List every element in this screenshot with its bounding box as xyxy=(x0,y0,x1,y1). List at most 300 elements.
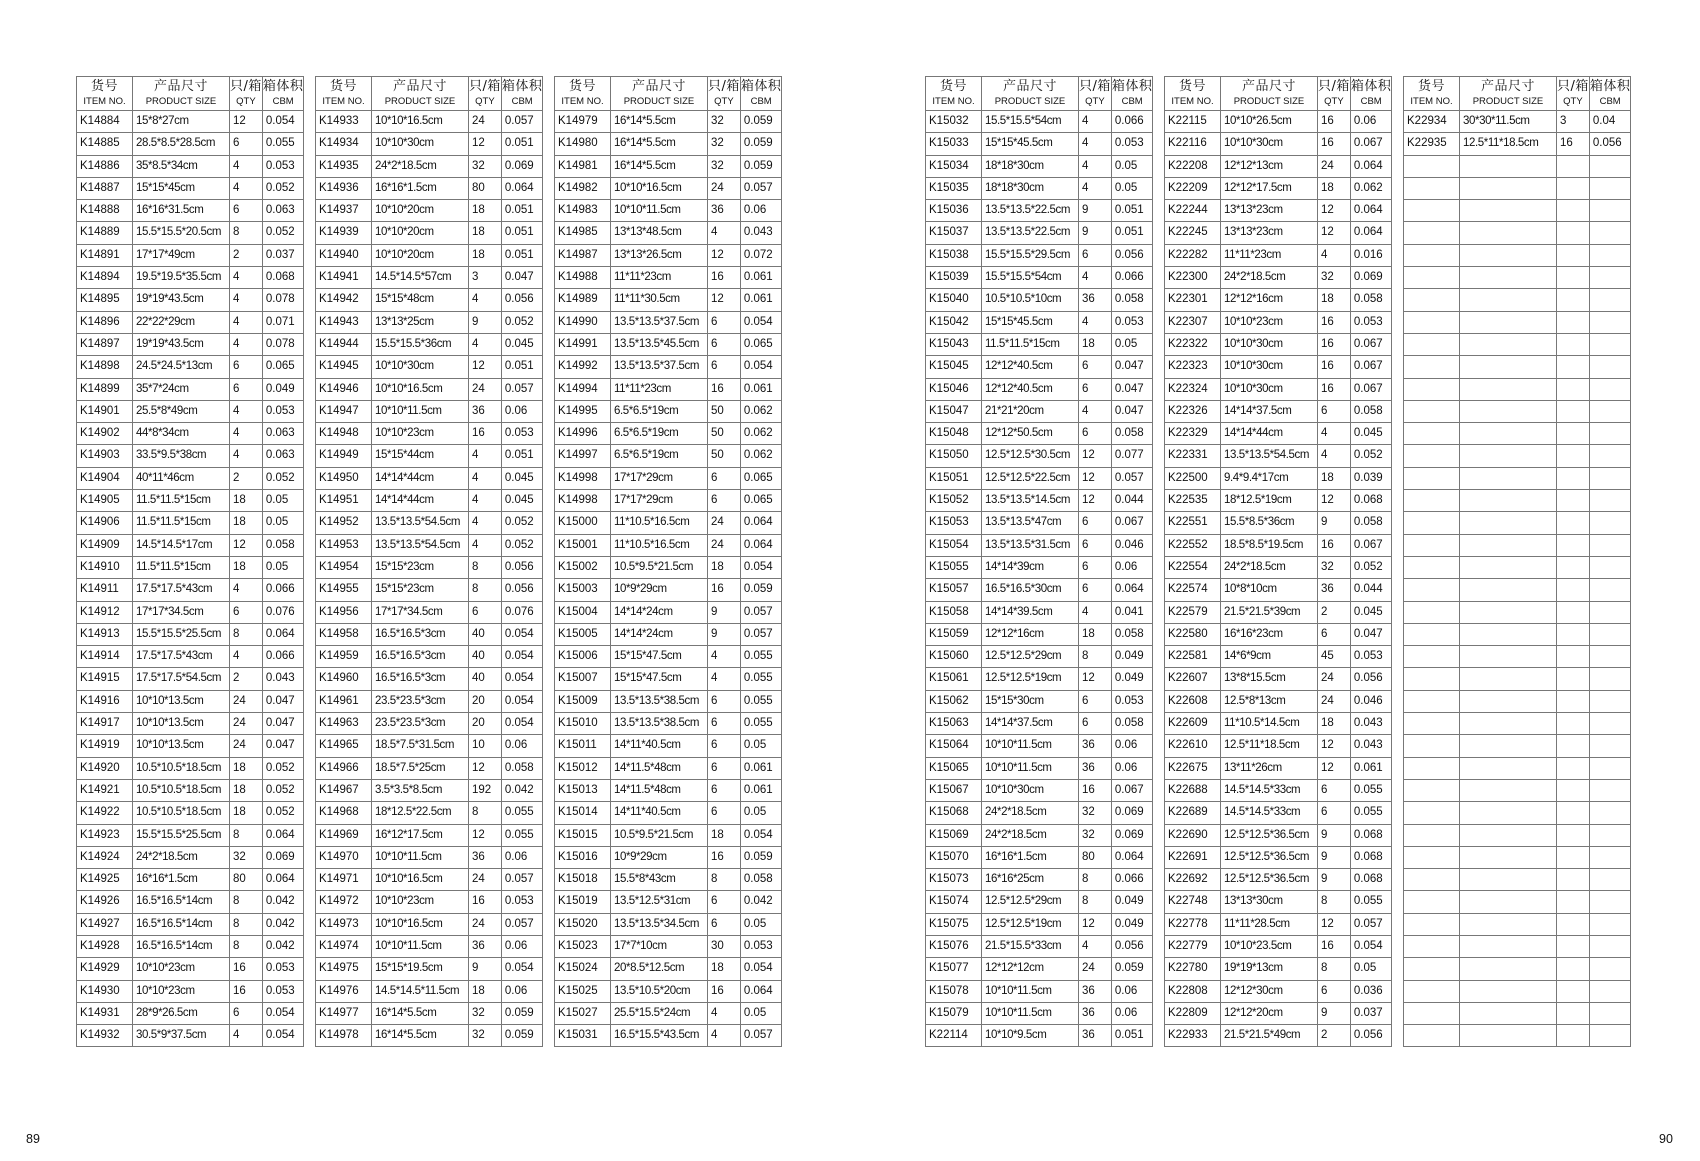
cbm-cell xyxy=(1589,935,1631,957)
table-row xyxy=(1165,713,1392,735)
cbm-cell: 0.056 xyxy=(501,556,543,578)
qty-cell: 6 xyxy=(708,802,741,824)
cbm-cell: 0.056 xyxy=(501,579,543,601)
product-size-cell: 21.5*15.5*33cm xyxy=(982,935,1079,957)
table-row xyxy=(77,646,304,668)
qty-cell: 9 xyxy=(1079,222,1112,244)
item-no-cell: K14947 xyxy=(316,400,372,422)
table-row xyxy=(555,869,782,891)
item-no-cell: K14972 xyxy=(316,891,372,913)
cbm-cell: 0.058 xyxy=(1111,423,1153,445)
item-no-cell: K15038 xyxy=(926,244,982,266)
product-size-cell xyxy=(1460,534,1557,556)
product-size-cell xyxy=(1460,177,1557,199)
empty-row xyxy=(1404,155,1631,177)
table-row xyxy=(77,400,304,422)
item-no-cell: K22688 xyxy=(1165,779,1221,801)
item-no-cell: K14970 xyxy=(316,846,372,868)
item-no-cell: K15025 xyxy=(555,980,611,1002)
table-row xyxy=(77,980,304,1002)
table-row xyxy=(926,690,1153,712)
cbm-cell: 0.052 xyxy=(1350,445,1392,467)
cbm-cell: 0.042 xyxy=(262,935,304,957)
item-no-cell: K22282 xyxy=(1165,244,1221,266)
cbm-cell: 0.047 xyxy=(262,713,304,735)
item-no-cell: K22691 xyxy=(1165,846,1221,868)
qty-cell: 24 xyxy=(1079,958,1112,980)
item-no-cell: K14894 xyxy=(77,267,133,289)
table-row xyxy=(316,579,543,601)
item-no-cell: K14971 xyxy=(316,869,372,891)
qty-cell: 4 xyxy=(469,467,502,489)
qty-cell: 4 xyxy=(230,1025,263,1047)
qty-cell: 12 xyxy=(708,244,741,266)
cbm-cell: 0.076 xyxy=(501,601,543,623)
cbm-cell: 0.06 xyxy=(501,735,543,757)
table-row xyxy=(316,556,543,578)
table-row xyxy=(77,735,304,757)
cbm-cell: 0.054 xyxy=(262,1025,304,1047)
cbm-cell: 0.052 xyxy=(262,757,304,779)
product-size-cell: 9.4*9.4*17cm xyxy=(1221,467,1318,489)
cbm-cell xyxy=(1589,267,1631,289)
cbm-cell: 0.06 xyxy=(501,400,543,422)
product-size-cell: 13.5*10.5*20cm xyxy=(611,980,708,1002)
header-item xyxy=(555,77,611,111)
product-size-cell: 11.5*11.5*15cm xyxy=(133,490,230,512)
cbm-cell: 0.067 xyxy=(1350,534,1392,556)
cbm-cell: 0.062 xyxy=(740,400,782,422)
product-size-cell: 10*10*11.5cm xyxy=(372,846,469,868)
item-no-cell: K22329 xyxy=(1165,423,1221,445)
item-no-cell: K15013 xyxy=(555,779,611,801)
item-no-cell: K15031 xyxy=(555,1025,611,1047)
table-row xyxy=(77,267,304,289)
cbm-cell: 0.039 xyxy=(1350,467,1392,489)
empty-row xyxy=(1404,757,1631,779)
product-size-cell: 12*12*13cm xyxy=(1221,155,1318,177)
product-size-cell: 16*14*5.5cm xyxy=(372,1025,469,1047)
product-size-cell: 10*10*11.5cm xyxy=(611,200,708,222)
empty-row xyxy=(1404,779,1631,801)
cbm-cell: 0.062 xyxy=(1350,177,1392,199)
qty-cell: 36 xyxy=(469,400,502,422)
item-no-cell: K15039 xyxy=(926,267,982,289)
header-cbm-en: CBM xyxy=(1121,96,1143,107)
product-size-cell: 13.5*13.5*22.5cm xyxy=(982,222,1079,244)
item-no-cell xyxy=(1404,623,1460,645)
table-row xyxy=(926,713,1153,735)
product-size-cell: 18*18*30cm xyxy=(982,177,1079,199)
table-row xyxy=(1165,579,1392,601)
product-size-cell: 13.5*13.5*54.5cm xyxy=(372,512,469,534)
cbm-cell: 0.054 xyxy=(262,1002,304,1024)
header-cbm-zh: 箱体积 xyxy=(740,79,782,94)
product-size-cell: 12.5*12.5*29cm xyxy=(982,646,1079,668)
qty-cell: 18 xyxy=(469,980,502,1002)
table-row xyxy=(555,913,782,935)
product-size-cell: 10*10*11.5cm xyxy=(982,757,1079,779)
table-row xyxy=(316,222,543,244)
item-no-cell: K14998 xyxy=(555,490,611,512)
product-size-cell xyxy=(1460,846,1557,868)
qty-cell: 4 xyxy=(708,1002,741,1024)
item-no-cell xyxy=(1404,869,1460,891)
table-row xyxy=(77,869,304,891)
cbm-cell: 0.045 xyxy=(501,467,543,489)
qty-cell xyxy=(1557,713,1590,735)
qty-cell: 6 xyxy=(1318,623,1351,645)
cbm-cell: 0.045 xyxy=(501,333,543,355)
item-no-cell: K14891 xyxy=(77,244,133,266)
item-no-cell: K22690 xyxy=(1165,824,1221,846)
qty-cell: 6 xyxy=(1318,779,1351,801)
item-no-cell: K14927 xyxy=(77,913,133,935)
cbm-cell: 0.064 xyxy=(740,512,782,534)
product-size-cell: 12*12*40.5cm xyxy=(982,356,1079,378)
empty-row xyxy=(1404,333,1631,355)
qty-cell: 16 xyxy=(1557,133,1590,155)
item-no-cell: K14884 xyxy=(77,111,133,133)
table-row xyxy=(77,579,304,601)
product-table-2 xyxy=(315,76,543,1047)
product-size-cell xyxy=(1460,601,1557,623)
qty-cell: 2 xyxy=(230,668,263,690)
table-row xyxy=(1165,467,1392,489)
qty-cell: 8 xyxy=(230,222,263,244)
table-row xyxy=(1165,891,1392,913)
qty-cell: 16 xyxy=(1318,133,1351,155)
header-qty-zh: 只/箱 xyxy=(1318,79,1350,94)
product-size-cell: 11*10.5*16.5cm xyxy=(611,512,708,534)
qty-cell: 4 xyxy=(469,490,502,512)
product-size-cell: 19*19*13cm xyxy=(1221,958,1318,980)
qty-cell: 6 xyxy=(230,356,263,378)
cbm-cell xyxy=(1589,601,1631,623)
qty-cell: 12 xyxy=(469,133,502,155)
item-no-cell: K22610 xyxy=(1165,735,1221,757)
item-no-cell: K14978 xyxy=(316,1025,372,1047)
table-row xyxy=(316,289,543,311)
cbm-cell: 0.042 xyxy=(740,891,782,913)
header-qty xyxy=(469,77,502,111)
item-no-cell: K15015 xyxy=(555,824,611,846)
qty-cell: 192 xyxy=(469,779,502,801)
table-row xyxy=(316,467,543,489)
table-row xyxy=(926,891,1153,913)
product-size-cell: 17*17*49cm xyxy=(133,244,230,266)
item-no-cell: K14955 xyxy=(316,579,372,601)
qty-cell xyxy=(1557,935,1590,957)
item-no-cell: K15052 xyxy=(926,490,982,512)
qty-cell: 4 xyxy=(469,534,502,556)
item-no-cell: K14932 xyxy=(77,1025,133,1047)
empty-row xyxy=(1404,267,1631,289)
item-no-cell xyxy=(1404,556,1460,578)
item-no-cell: K14913 xyxy=(77,623,133,645)
cbm-cell: 0.055 xyxy=(740,668,782,690)
cbm-cell: 0.064 xyxy=(740,534,782,556)
item-no-cell: K15059 xyxy=(926,623,982,645)
item-no-cell: K15035 xyxy=(926,177,982,199)
qty-cell: 40 xyxy=(469,623,502,645)
item-no-cell xyxy=(1404,935,1460,957)
table-row xyxy=(926,556,1153,578)
empty-row xyxy=(1404,935,1631,957)
qty-cell: 16 xyxy=(1318,935,1351,957)
cbm-cell: 0.051 xyxy=(501,133,543,155)
cbm-cell: 0.057 xyxy=(740,623,782,645)
cbm-cell: 0.06 xyxy=(1111,556,1153,578)
product-size-cell xyxy=(1460,267,1557,289)
product-size-cell: 19*19*43.5cm xyxy=(133,333,230,355)
qty-cell xyxy=(1557,958,1590,980)
cbm-cell: 0.05 xyxy=(1350,958,1392,980)
item-no-cell: K15043 xyxy=(926,333,982,355)
table-row xyxy=(77,690,304,712)
qty-cell: 4 xyxy=(708,1025,741,1047)
header-cbm-en: CBM xyxy=(511,96,533,107)
table-row xyxy=(555,824,782,846)
cbm-cell: 0.069 xyxy=(1111,802,1153,824)
product-size-cell xyxy=(1460,512,1557,534)
qty-cell: 6 xyxy=(230,601,263,623)
item-no-cell: K22689 xyxy=(1165,802,1221,824)
item-no-cell: K14924 xyxy=(77,846,133,868)
product-size-cell: 16.5*16.5*14cm xyxy=(133,913,230,935)
cbm-cell: 0.051 xyxy=(501,222,543,244)
qty-cell: 4 xyxy=(230,155,263,177)
item-no-cell: K22675 xyxy=(1165,757,1221,779)
item-no-cell: K22326 xyxy=(1165,400,1221,422)
empty-row xyxy=(1404,311,1631,333)
cbm-cell xyxy=(1589,869,1631,891)
product-size-cell: 12*12*30cm xyxy=(1221,980,1318,1002)
product-size-cell: 12.5*12.5*36.5cm xyxy=(1221,846,1318,868)
item-no-cell: K15032 xyxy=(926,111,982,133)
qty-cell: 3 xyxy=(1557,111,1590,133)
table-row xyxy=(77,534,304,556)
table-row xyxy=(316,646,543,668)
product-size-cell: 17*17*34.5cm xyxy=(133,601,230,623)
qty-cell: 16 xyxy=(1318,378,1351,400)
header-size-en: PRODUCT SIZE xyxy=(1472,96,1544,107)
item-no-cell xyxy=(1404,378,1460,400)
table-row xyxy=(316,244,543,266)
cbm-cell: 0.051 xyxy=(1111,222,1153,244)
cbm-cell: 0.056 xyxy=(1589,133,1631,155)
qty-cell: 16 xyxy=(708,980,741,1002)
qty-cell xyxy=(1557,601,1590,623)
item-no-cell: K22934 xyxy=(1404,111,1460,133)
item-no-cell: K22244 xyxy=(1165,200,1221,222)
cbm-cell xyxy=(1589,200,1631,222)
cbm-cell: 0.043 xyxy=(262,668,304,690)
cbm-cell: 0.061 xyxy=(740,757,782,779)
product-size-cell: 15*15*19.5cm xyxy=(372,958,469,980)
header-size-zh: 产品尺寸 xyxy=(631,79,686,94)
product-size-cell: 11*11*28.5cm xyxy=(1221,913,1318,935)
header-item-en: ITEM NO. xyxy=(1410,96,1453,107)
table-row xyxy=(77,556,304,578)
cbm-cell: 0.068 xyxy=(1350,490,1392,512)
product-size-cell: 12*12*20cm xyxy=(1221,1002,1318,1024)
table-row xyxy=(555,512,782,534)
header-cbm xyxy=(1111,77,1153,111)
table-row xyxy=(555,757,782,779)
product-size-cell: 14.5*14.5*33cm xyxy=(1221,779,1318,801)
qty-cell: 4 xyxy=(1079,311,1112,333)
qty-cell: 18 xyxy=(1318,177,1351,199)
table-row xyxy=(77,445,304,467)
cbm-cell: 0.049 xyxy=(1111,646,1153,668)
table-row xyxy=(1165,356,1392,378)
item-no-cell: K22552 xyxy=(1165,534,1221,556)
item-no-cell: K14887 xyxy=(77,177,133,199)
item-no-cell: K14928 xyxy=(77,935,133,957)
product-size-cell: 6.5*6.5*19cm xyxy=(611,423,708,445)
product-size-cell: 12*12*50.5cm xyxy=(982,423,1079,445)
item-no-cell xyxy=(1404,423,1460,445)
item-no-cell: K22500 xyxy=(1165,467,1221,489)
qty-cell xyxy=(1557,913,1590,935)
cbm-cell: 0.051 xyxy=(1111,200,1153,222)
header-item-en: ITEM NO. xyxy=(561,96,604,107)
cbm-cell: 0.042 xyxy=(262,913,304,935)
table-row xyxy=(1165,556,1392,578)
qty-cell: 2 xyxy=(1318,1025,1351,1047)
header-qty xyxy=(1557,77,1590,111)
product-size-cell: 17.5*17.5*43cm xyxy=(133,646,230,668)
table-row xyxy=(316,623,543,645)
product-size-cell: 11*11*23cm xyxy=(611,267,708,289)
cbm-cell: 0.049 xyxy=(1111,891,1153,913)
product-size-cell xyxy=(1460,824,1557,846)
cbm-cell: 0.066 xyxy=(1111,267,1153,289)
product-size-cell: 10*10*16.5cm xyxy=(372,378,469,400)
cbm-cell: 0.068 xyxy=(1350,846,1392,868)
item-no-cell xyxy=(1404,802,1460,824)
qty-cell xyxy=(1557,534,1590,556)
product-size-cell: 25.5*15.5*24cm xyxy=(611,1002,708,1024)
item-no-cell: K15063 xyxy=(926,713,982,735)
product-size-cell: 13*13*26.5cm xyxy=(611,244,708,266)
table-row xyxy=(926,445,1153,467)
product-size-cell: 16.5*15.5*43.5cm xyxy=(611,1025,708,1047)
item-no-cell: K14901 xyxy=(77,400,133,422)
header-cbm xyxy=(1350,77,1392,111)
table-row xyxy=(926,512,1153,534)
product-size-cell: 18*18*30cm xyxy=(982,155,1079,177)
qty-cell: 32 xyxy=(469,155,502,177)
product-size-cell: 15.5*8*43cm xyxy=(611,869,708,891)
product-size-cell xyxy=(1460,757,1557,779)
qty-cell xyxy=(1557,891,1590,913)
table-row xyxy=(926,846,1153,868)
qty-cell xyxy=(1557,356,1590,378)
cbm-cell: 0.047 xyxy=(262,735,304,757)
cbm-cell: 0.051 xyxy=(501,356,543,378)
item-no-cell: K22933 xyxy=(1165,1025,1221,1047)
qty-cell: 8 xyxy=(230,935,263,957)
table-row xyxy=(316,802,543,824)
cbm-cell xyxy=(1589,958,1631,980)
qty-cell: 24 xyxy=(469,869,502,891)
item-no-cell xyxy=(1404,958,1460,980)
cbm-cell xyxy=(1589,646,1631,668)
item-no-cell: K14951 xyxy=(316,490,372,512)
qty-cell: 8 xyxy=(708,869,741,891)
cbm-cell: 0.066 xyxy=(1111,111,1153,133)
table-row xyxy=(1165,222,1392,244)
table-row xyxy=(555,668,782,690)
item-no-cell xyxy=(1404,824,1460,846)
item-no-cell: K15016 xyxy=(555,846,611,868)
qty-cell xyxy=(1557,311,1590,333)
table-row xyxy=(77,311,304,333)
qty-cell: 18 xyxy=(1318,467,1351,489)
cbm-cell: 0.059 xyxy=(501,1025,543,1047)
cbm-cell: 0.072 xyxy=(740,244,782,266)
qty-cell: 6 xyxy=(1318,980,1351,1002)
qty-cell: 36 xyxy=(1079,757,1112,779)
table-row xyxy=(926,779,1153,801)
cbm-cell: 0.059 xyxy=(740,133,782,155)
qty-cell: 36 xyxy=(1079,1002,1112,1024)
product-size-cell: 12.5*12.5*29cm xyxy=(982,891,1079,913)
item-no-cell: K22324 xyxy=(1165,378,1221,400)
product-size-cell: 10*10*30cm xyxy=(1221,378,1318,400)
item-no-cell: K22581 xyxy=(1165,646,1221,668)
cbm-cell xyxy=(1589,891,1631,913)
product-size-cell: 16.5*16.5*14cm xyxy=(133,935,230,957)
product-size-cell: 14.5*14.5*11.5cm xyxy=(372,980,469,1002)
table-row xyxy=(926,133,1153,155)
qty-cell xyxy=(1557,690,1590,712)
qty-cell: 4 xyxy=(230,579,263,601)
table-row xyxy=(1165,534,1392,556)
product-size-cell: 10*10*13.5cm xyxy=(133,713,230,735)
product-size-cell: 24*2*18.5cm xyxy=(982,824,1079,846)
header-size-zh: 产品尺寸 xyxy=(1480,79,1535,94)
cbm-cell: 0.059 xyxy=(1111,958,1153,980)
product-size-cell: 14.5*14.5*33cm xyxy=(1221,802,1318,824)
qty-cell: 9 xyxy=(1318,869,1351,891)
product-size-cell: 13.5*13.5*47cm xyxy=(982,512,1079,534)
cbm-cell: 0.068 xyxy=(1350,869,1392,891)
header-size-en: PRODUCT SIZE xyxy=(623,96,695,107)
item-no-cell: K14949 xyxy=(316,445,372,467)
qty-cell: 9 xyxy=(1079,200,1112,222)
item-no-cell: K14967 xyxy=(316,779,372,801)
qty-cell: 18 xyxy=(1079,623,1112,645)
item-no-cell xyxy=(1404,534,1460,556)
qty-cell: 12 xyxy=(230,534,263,556)
qty-cell: 4 xyxy=(469,512,502,534)
qty-cell: 50 xyxy=(708,400,741,422)
product-size-cell: 19.5*19.5*35.5cm xyxy=(133,267,230,289)
header-row xyxy=(316,77,543,111)
table-row xyxy=(555,133,782,155)
item-no-cell: K22609 xyxy=(1165,713,1221,735)
cbm-cell: 0.053 xyxy=(1350,646,1392,668)
item-no-cell: K22208 xyxy=(1165,155,1221,177)
table-row xyxy=(1165,400,1392,422)
product-size-cell: 16*14*5.5cm xyxy=(372,1002,469,1024)
header-item-zh: 货号 xyxy=(939,79,967,94)
product-size-cell xyxy=(1460,556,1557,578)
product-size-cell xyxy=(1460,869,1557,891)
